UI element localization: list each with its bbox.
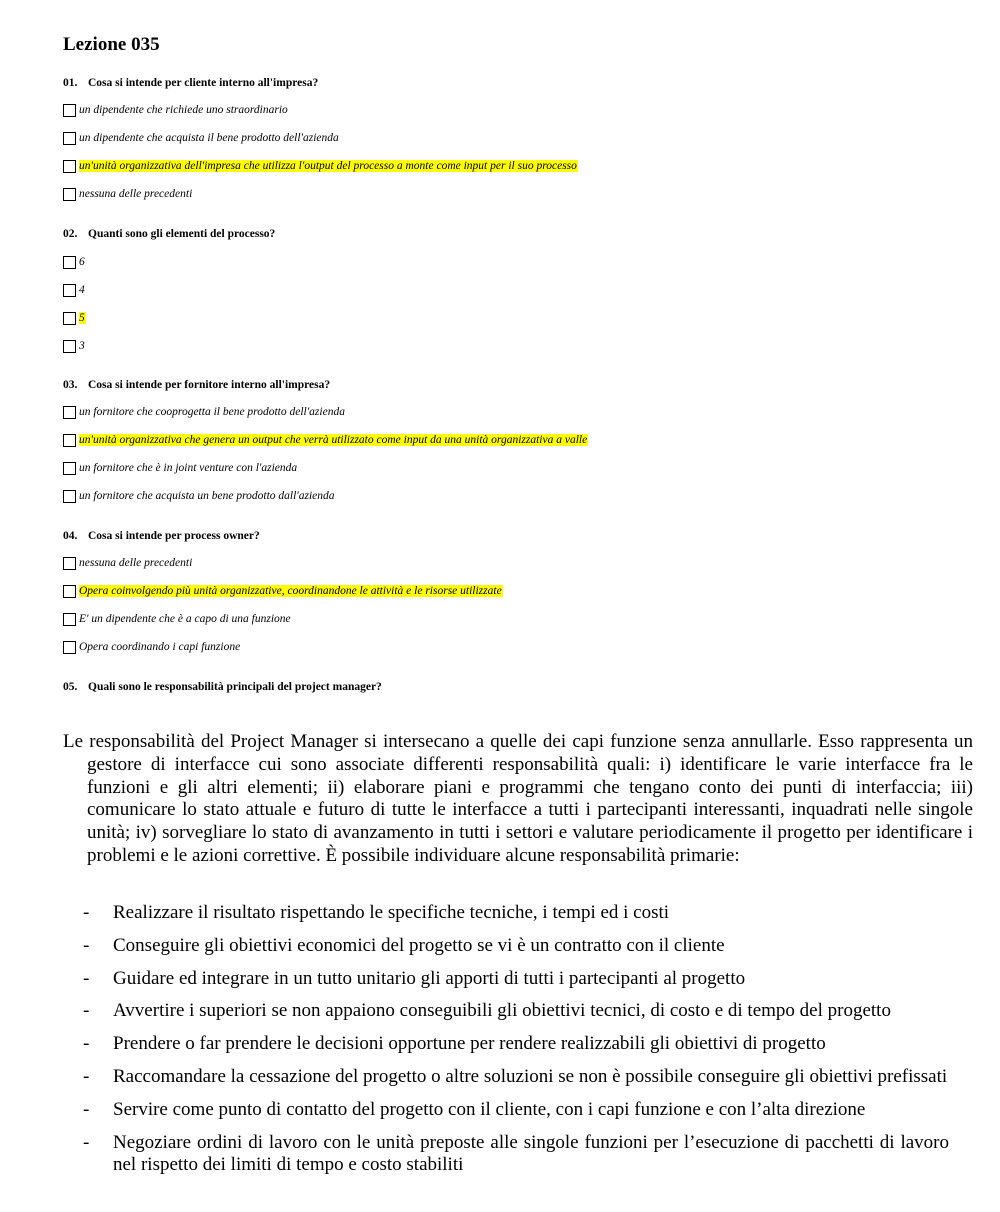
answer-option-correct[interactable] <box>63 583 503 599</box>
bullet-dash: - <box>83 1033 90 1055</box>
answer-option[interactable] <box>63 254 85 270</box>
option-text: un dipendente che richiede uno straordinario <box>79 104 288 116</box>
bullet-dash: - <box>83 1131 90 1153</box>
option-text: Opera coordinando i capi funzione <box>79 641 241 653</box>
list-item-text: Avvertire i superiori se non appaiono conseguibili gli obiettivi tecnici, di costo e di tempo del progetto <box>113 1000 891 1022</box>
answer-option[interactable] <box>63 488 335 504</box>
option-text: nessuna delle precedenti <box>79 557 193 569</box>
option-text: un fornitore che acquista un bene prodotto dall'azienda <box>79 490 335 502</box>
question-number: 05. <box>63 681 78 693</box>
list-item <box>63 902 949 925</box>
option-text-highlighted: un'unità organizzativa che genera un output che verrà utilizzato come input da una unità organizzativa a valle <box>79 434 588 446</box>
option-text-highlighted: 5 <box>79 312 85 324</box>
option-text: nessuna delle precedenti <box>79 188 193 200</box>
question-text: Quali sono le responsabilità principali del project manager? <box>88 681 382 693</box>
checkbox[interactable] <box>63 312 76 325</box>
checkbox[interactable] <box>63 557 76 570</box>
checkbox[interactable] <box>63 490 76 503</box>
option-text-highlighted: Opera coinvolgendo più unità organizzative, coordinandone le attività e le risorse utilizzate <box>79 585 502 597</box>
question-text: Cosa si intende per cliente interno all'impresa? <box>88 77 319 89</box>
option-text: 3 <box>79 340 85 352</box>
option-text: 4 <box>79 284 85 296</box>
answer-paragraph: Le responsabilità del Project Manager si intersecano a quelle dei capi funzione senza annullarle. Esso rappresenta un gestore di interfacce cui sono associate differenti responsabilità quali: i) identificare le varie interfacce fra le funzioni e gli altri elementi; ii) elaborare piani e programmi che tengano conto dei punti di interfaccia; iii) comunicare lo stato attuale e futuro di tutte le interfacce a tutti i partecipanti interessanti, inquadrati nelle singole unità; iv) sorvegliare lo stato di avanzamento in tutti i settori e valutare periodicamente il progetto per identificare i problemi e le azioni correttive. È possibile individuare alcune responsabilità primarie: <box>63 731 973 866</box>
list-item-text: Prendere o far prendere le decisioni opportune per rendere realizzabili gli obiettivi di progetto <box>113 1033 826 1055</box>
question-04 <box>63 530 260 542</box>
question-number: 01. <box>63 77 78 89</box>
answer-option-correct[interactable] <box>63 310 86 326</box>
list-item <box>63 968 949 991</box>
list-item-text: Realizzare il risultato rispettando le specifiche tecniche, i tempi ed i costi <box>113 902 670 923</box>
answer-option-correct[interactable] <box>63 432 588 448</box>
bullet-dash: - <box>83 1098 90 1120</box>
bullet-dash: - <box>83 967 90 989</box>
responsibility-list <box>63 902 949 1187</box>
option-text: un dipendente che acquista il bene prodotto dell'azienda <box>79 132 339 144</box>
list-item <box>63 1000 949 1023</box>
answer-option[interactable] <box>63 555 192 571</box>
checkbox[interactable] <box>63 406 76 419</box>
question-02 <box>63 228 275 240</box>
checkbox[interactable] <box>63 434 76 447</box>
list-item-text: Servire come punto di contatto del progetto con il cliente, con i capi funzione e con l’alta direzione <box>113 1098 866 1120</box>
answer-option[interactable] <box>63 639 240 655</box>
option-text: 6 <box>79 256 85 268</box>
checkbox[interactable] <box>63 613 76 626</box>
option-text-highlighted: un'unità organizzativa dell'impresa che utilizza l'output del processo a monte come input per il suo processo <box>79 160 577 172</box>
checkbox[interactable] <box>63 641 76 654</box>
option-text: un fornitore che cooprogetta il bene prodotto dell'azienda <box>79 406 345 418</box>
bullet-dash: - <box>83 1065 90 1087</box>
list-item <box>63 935 949 958</box>
bullet-dash: - <box>83 934 90 956</box>
checkbox[interactable] <box>63 132 76 145</box>
option-text: un fornitore che è in joint venture con l'azienda <box>79 462 298 474</box>
checkbox[interactable] <box>63 104 76 117</box>
question-text: Cosa si intende per fornitore interno all'impresa? <box>88 379 331 391</box>
question-01 <box>63 77 318 89</box>
answer-option[interactable] <box>63 186 192 202</box>
question-number: 03. <box>63 379 78 391</box>
checkbox[interactable] <box>63 340 76 353</box>
checkbox[interactable] <box>63 284 76 297</box>
answer-option[interactable] <box>63 282 85 298</box>
question-number: 04. <box>63 530 78 542</box>
answer-option[interactable] <box>63 460 297 476</box>
checkbox[interactable] <box>63 462 76 475</box>
checkbox[interactable] <box>63 188 76 201</box>
list-item-text: Conseguire gli obiettivi economici del progetto se vi è un contratto con il cliente <box>113 934 725 956</box>
question-text: Quanti sono gli elementi del processo? <box>88 228 276 240</box>
page-title: Lezione 035 <box>63 34 160 55</box>
answer-option[interactable] <box>63 404 345 420</box>
question-05 <box>63 681 382 693</box>
list-item <box>63 1099 949 1122</box>
option-text: E' un dipendente che è a capo di una funzione <box>79 613 291 625</box>
answer-option-correct[interactable] <box>63 158 578 174</box>
checkbox[interactable] <box>63 160 76 173</box>
checkbox[interactable] <box>63 256 76 269</box>
list-item <box>63 1066 949 1089</box>
answer-option[interactable] <box>63 338 85 354</box>
question-number: 02. <box>63 228 78 240</box>
question-03 <box>63 379 330 391</box>
checkbox[interactable] <box>63 585 76 598</box>
list-item-text: Negoziare ordini di lavoro con le unità preposte alle singole funzioni per l’esecuzione di pacchetti di lavoro nel rispetto dei limiti di tempo e costo stabiliti <box>113 1131 949 1176</box>
list-item-text: Guidare ed integrare in un tutto unitario gli apporti di tutti i partecipanti al progetto <box>113 967 746 989</box>
list-item <box>63 1132 949 1178</box>
question-text: Cosa si intende per process owner? <box>88 530 260 542</box>
list-item-text: Raccomandare la cessazione del progetto o altre soluzioni se non è possibile conseguire gli obiettivi prefissati <box>113 1065 948 1087</box>
answer-option[interactable] <box>63 130 339 146</box>
bullet-dash: - <box>83 1000 90 1022</box>
bullet-dash: - <box>83 902 90 923</box>
list-item <box>63 1033 949 1056</box>
answer-option[interactable] <box>63 611 291 627</box>
answer-option[interactable] <box>63 102 288 118</box>
